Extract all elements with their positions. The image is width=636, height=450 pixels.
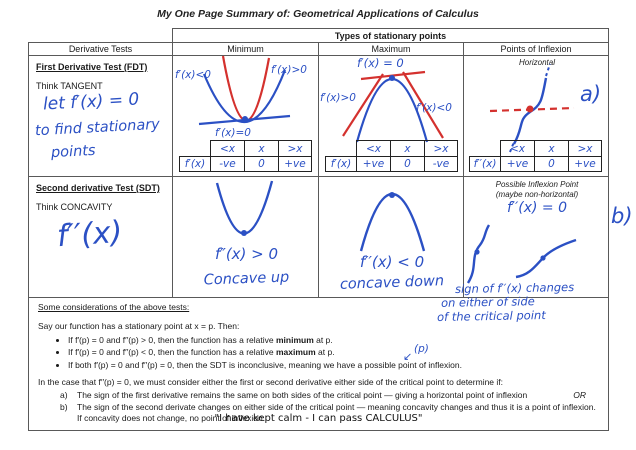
- blue-dashed-tail-top: [546, 64, 550, 76]
- sign-table-row-label: f′(x): [179, 156, 210, 172]
- minimum-point-dot: [241, 230, 247, 236]
- sign-table-value: +ve: [356, 156, 390, 172]
- case-item-a: [60, 390, 599, 401]
- considerations-intro: Say our function has a stationary point at x = p. Then:: [38, 321, 240, 332]
- bullet-text: at p.: [313, 334, 333, 345]
- sdt-handwritten-note: f′′(x): [55, 214, 124, 255]
- sign-table-blank-cell: [325, 140, 356, 156]
- sdt-max-caption: concave down: [339, 273, 445, 293]
- item-label: b): [60, 401, 68, 412]
- fdt-min-sign-table: [179, 140, 312, 172]
- sign-table-head: <x: [210, 140, 244, 156]
- page-title: My One Page Summary of: Geometrical Applications of Calculus: [157, 8, 479, 20]
- sdt-min-formula: f″(x) > 0: [214, 245, 279, 263]
- case-paragraph: In the case that f′′(p) = 0, we must consider either the first or second derivative either side of the critical point to determine if:: [38, 376, 504, 387]
- sign-table-value: -ve: [424, 156, 458, 172]
- fdt-think-label: Think TANGENT: [36, 81, 103, 91]
- sdt-maximum-cell: [318, 176, 464, 298]
- fdt-cell-description: [28, 55, 173, 177]
- fdt-handwritten-note-line1: let f′(x) = 0: [42, 89, 140, 115]
- fdt-inflexion-sign-table: [469, 140, 602, 172]
- bullet-inconclusive-rule: [68, 360, 599, 371]
- inflexion-curves-sketch: [464, 225, 610, 283]
- sign-table-head: x: [390, 140, 424, 156]
- sign-table-head: >x: [568, 140, 602, 156]
- bullet-text: If f′(p) = 0 and f′′(p) < 0, then the function has a relative: [68, 347, 276, 358]
- sign-table-value: 0: [534, 156, 568, 172]
- blue-n-curve: [361, 194, 424, 251]
- fdt-handwritten-note-line2: to find stationary: [34, 116, 161, 140]
- considerations-bullet-list: [68, 335, 599, 371]
- arrow-down-left-icon: ↙: [403, 350, 413, 363]
- column-header-points-of-inflexion: Points of Inflexion: [463, 42, 609, 56]
- sdt-inflexion-spill-line2: on either of side: [440, 294, 535, 310]
- fdt-inflexion-annotation-a: a): [580, 82, 602, 106]
- sdt-min-caption: Concave up: [203, 269, 290, 289]
- sdt-inflexion-formula: f′′(x) = 0: [506, 200, 568, 216]
- inflexion-dot-left: [474, 249, 479, 254]
- sign-table-blank-cell: [179, 140, 210, 156]
- sign-table-value: -ve: [210, 156, 244, 172]
- group-header-types-of-stationary-points: Types of stationary points: [172, 28, 609, 43]
- fdt-minimum-cell: [172, 55, 319, 177]
- bullet-text: If both f′(p) = 0 and f′′(p) = 0, then the SDT is inconclusive, meaning we have a possible point of inflexion.: [68, 359, 462, 370]
- fdt-min-label-bottom: f′(x)=0: [215, 127, 251, 139]
- sign-table-blank-cell: [469, 140, 500, 156]
- bullet-maximum-rule: [68, 347, 599, 358]
- sign-table-value: +ve: [568, 156, 602, 172]
- red-tangent-left: [343, 74, 383, 136]
- sdt-think-label: Think CONCAVITY: [36, 202, 113, 212]
- column-header-minimum: Minimum: [172, 42, 319, 56]
- sign-table-value: 0: [244, 156, 278, 172]
- fdt-maximum-cell: [318, 55, 464, 177]
- sdt-inflexion-caption1: Possible Inflexion Point: [495, 180, 579, 189]
- item-body: The sign of the second derivate changes on either side of the critical point — meaning concavity changes and thus it is a point of inflexion. If concavity does not change, no point of inflexion.: [77, 401, 596, 423]
- bullet-bold-word: maximum: [275, 347, 316, 358]
- sdt-inflexion-caption2: (maybe non-horizontal): [495, 190, 579, 199]
- column-header-maximum: Maximum: [318, 42, 464, 56]
- concave-down-sketch: [319, 181, 465, 251]
- sdt-max-formula: f′′(x) < 0: [359, 253, 425, 271]
- blue-u-curve: [217, 181, 272, 234]
- sdt-heading: Second derivative Test (SDT): [36, 183, 160, 193]
- sdt-inflexion-spill-line1: sign of f′′(x) changes: [454, 279, 575, 297]
- sdt-inflexion-annotation-b: b): [611, 204, 633, 228]
- sign-table-value: +ve: [500, 156, 534, 172]
- sign-table-head: >x: [424, 140, 458, 156]
- column-header-derivative-tests: Derivative Tests: [28, 42, 173, 56]
- item-body: The sign of the first derivative remains the same on both sides of the critical point — giving a horizontal point of inflexion: [77, 390, 528, 401]
- motivational-footer: "I have kept calm - I can pass CALCULUS": [214, 413, 423, 424]
- fdt-max-label-top: f′(x) = 0: [357, 56, 404, 70]
- fdt-inflexion-cell: [463, 55, 609, 177]
- fdt-max-label-right: f′(x)<0: [416, 102, 452, 114]
- sign-table-value: 0: [390, 156, 424, 172]
- blue-parabola-curve: [204, 70, 285, 122]
- fdt-min-label-right: f′(x)>0: [271, 64, 307, 76]
- sdt-minimum-cell: [172, 176, 319, 298]
- maximum-point-dot: [389, 75, 395, 81]
- fdt-heading: First Derivative Test (FDT): [36, 62, 148, 72]
- bullet-text: at p.: [315, 347, 335, 358]
- sdt-cell-description: [28, 176, 173, 298]
- item-or-suffix: OR: [573, 390, 587, 401]
- bullet-bold-word: minimum: [275, 334, 314, 345]
- sign-table-head: <x: [356, 140, 390, 156]
- bullet-minimum-rule: [68, 335, 599, 346]
- sign-table-head: x: [534, 140, 568, 156]
- gentle-s-curve: [516, 240, 576, 277]
- minimum-point-dot: [242, 116, 248, 122]
- item-label: a): [60, 390, 68, 401]
- maximum-point-dot: [389, 192, 395, 198]
- fdt-handwritten-note-line3: points: [50, 142, 96, 162]
- sign-table-value: +ve: [278, 156, 312, 172]
- bullet-text: If f′(p) = 0 and f′′(p) > 0, then the function has a relative: [68, 334, 276, 345]
- sign-table-head: x: [244, 140, 278, 156]
- item-text: [77, 390, 599, 401]
- inflexion-dot-right: [540, 255, 545, 260]
- concave-up-sketch: [173, 181, 319, 245]
- considerations-heading: Some considerations of the above tests:: [38, 302, 190, 312]
- fdt-min-label-left: f′(x)<0: [175, 69, 211, 81]
- fdt-inflexion-caption: Horizontal: [518, 58, 555, 67]
- handwritten-p-annotation: (p): [414, 343, 429, 355]
- sign-table-row-label: f′′(x): [469, 156, 500, 172]
- fdt-max-label-left: f′(x)>0: [320, 92, 356, 104]
- sdt-inflexion-spill-line3: of the critical point: [436, 308, 546, 324]
- fdt-max-sign-table: [325, 140, 458, 172]
- sign-table-row-label: f′(x): [325, 156, 356, 172]
- sign-table-head: <x: [500, 140, 534, 156]
- inflexion-point-dot: [527, 106, 534, 113]
- sign-table-head: >x: [278, 140, 312, 156]
